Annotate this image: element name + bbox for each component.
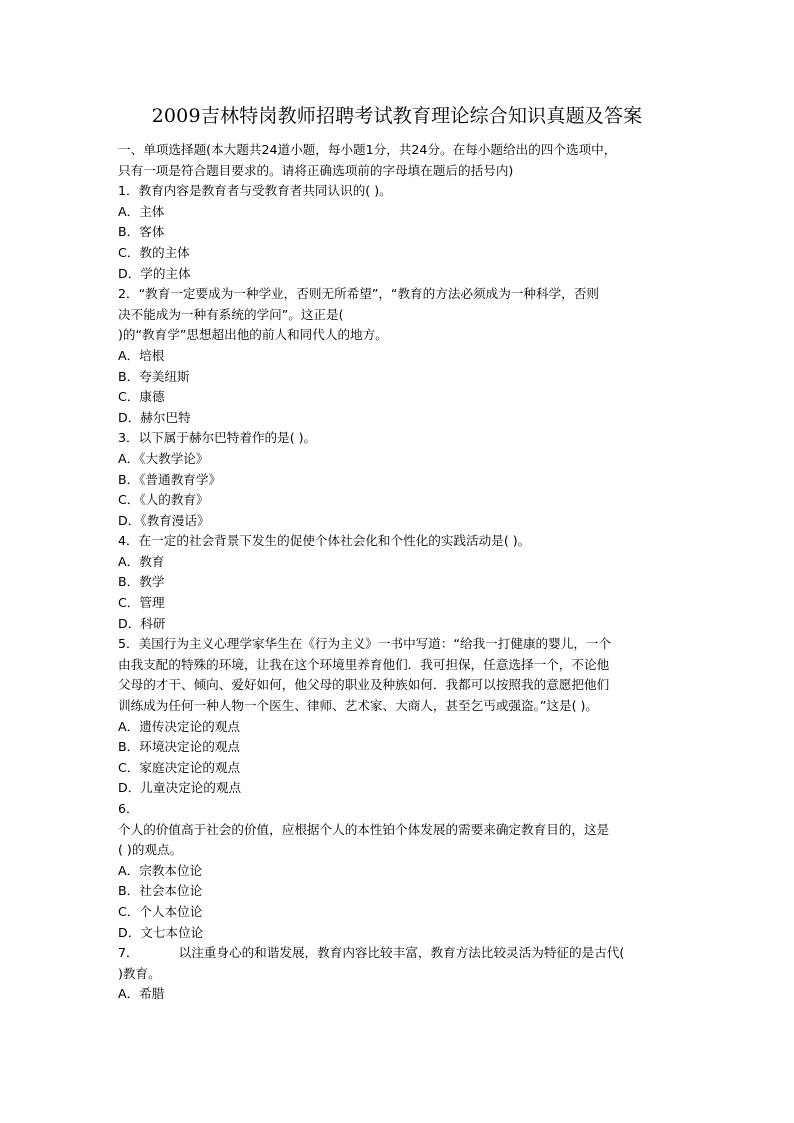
document-title: 2009吉林特岗教师招聘考试教育理论综合知识真题及答案 <box>151 105 643 127</box>
question-3-stem: 3．以下属于赫尔巴特着作的是( )。 <box>118 430 317 446</box>
question-2-stem: 2．“教育一定要成为一种学业，否则无所希望”，“教育的方法必须成为一种科学，否则 <box>118 286 599 302</box>
question-6-option-d: D．文七本位论 <box>118 924 204 940</box>
question-5-option-c: C．家庭决定论的观点 <box>118 759 241 775</box>
question-6-stem: 个人的价值高于社会的价值，应根据个人的本性铂个体发展的需要来确定教育目的，这是 <box>118 821 610 837</box>
question-5-stem: 5．美国行为主义心理学家华生在《行为主义》一书中写道：“给我一打健康的婴儿，一个 <box>118 636 612 652</box>
question-6-option-a: A．宗教本位论 <box>118 862 203 878</box>
question-6-number: 6． <box>118 801 139 816</box>
question-1-option-d: D．学的主体 <box>118 265 191 281</box>
question-4-stem: 4．在一定的社会背景下发生的促使个体社会化和个性化的实践活动是( )。 <box>118 533 531 549</box>
section-header-line: 一、单项选择题(本大题共24道小题，每小题1分，共24分。在每小题给出的四个选项中， <box>118 142 617 157</box>
question-5-stem: 父母的才干、倾向、爱好如何，他父母的职业及种族如何．我都可以按照我的意愿把他们 <box>118 677 610 693</box>
question-5-option-d: D．儿童决定论的观点 <box>118 780 242 796</box>
question-1-option-a: A．主体 <box>118 203 165 219</box>
question-2-option-c: C．康德 <box>118 389 165 405</box>
document-body <box>118 140 678 1005</box>
question-5-stem: 由我支配的特殊的环境，让我在这个环境里养育他们．我可担保，任意选择一个，不论他 <box>118 656 610 672</box>
question-2-option-b: B．夸美纽斯 <box>118 368 190 384</box>
question-3-option-a: A．《大教学论》 <box>118 450 209 466</box>
section-header-line: 只有一项是符合题目要求的。请将正确选项前的字母填在题后的括号内) <box>118 162 514 178</box>
question-7-option-a: A．希腊 <box>118 986 165 1002</box>
question-2-stem: 决不能成为一种有系统的学问”。这正是( <box>118 306 344 322</box>
question-6-option-c: C．个人本位论 <box>118 903 203 919</box>
question-5-option-a: A．遗传决定论的观点 <box>118 718 240 734</box>
question-1-option-b: B．客体 <box>118 224 165 240</box>
question-5-option-b: B．环境决定论的观点 <box>118 739 240 755</box>
question-2-option-a: A．培根 <box>118 347 165 363</box>
question-4-option-b: B．教学 <box>118 574 165 590</box>
question-2-stem: )的“教育学”思想超出他的前人和同代人的地方。 <box>118 327 388 343</box>
question-3-option-c: C．《人的教育》 <box>118 492 209 508</box>
question-4-option-a: A．教育 <box>118 553 165 569</box>
question-1-stem: 1．教育内容是教育者与受教育者共同认识的( )。 <box>118 183 392 199</box>
question-4-option-d: D．科研 <box>118 615 166 631</box>
question-7-number: 7． <box>118 945 139 961</box>
question-1-option-c: C．教的主体 <box>118 244 190 260</box>
question-5-stem: 训练成为任何一种人物一个医生、律师、艺术家、大商人，甚至乞丐或强盗。”这是( )。 <box>118 698 599 714</box>
question-7-stem <box>118 943 678 964</box>
question-7-stem-text: 以注重身心的和谐发展，教育内容比较丰富，教育方法比较灵活为特征的是古代( <box>178 945 625 961</box>
question-4-option-c: C．管理 <box>118 595 165 611</box>
question-6-option-b: B．社会本位论 <box>118 883 203 899</box>
question-3-option-d: D．《教育漫话》 <box>118 512 210 528</box>
question-7-stem: )教育。 <box>118 965 161 981</box>
question-2-option-d: D．赫尔巴特 <box>118 409 191 425</box>
question-6-stem: ( )的观点。 <box>118 842 183 858</box>
question-3-option-b: B．《普通教育学》 <box>118 471 222 487</box>
